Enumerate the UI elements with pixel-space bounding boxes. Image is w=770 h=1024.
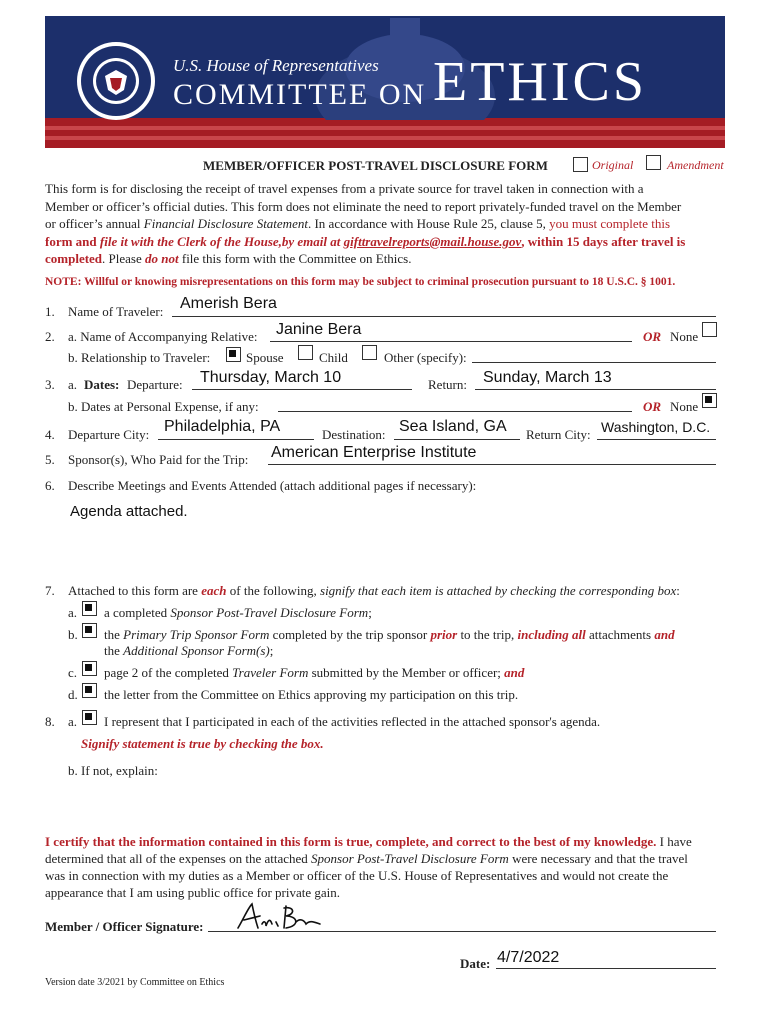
- text: Attached to this form are: [68, 583, 202, 598]
- q1-label: Name of Traveler:: [68, 304, 164, 319]
- note: NOTE: Willful or knowing misrepresentations on this form may be subject to criminal prosecution pursuant to 18 U.S.C. § 1001.: [45, 276, 676, 288]
- date-label: Date:: [460, 956, 491, 971]
- certify-line: [45, 850, 735, 867]
- departure-date-field[interactable]: Thursday, March 10: [200, 369, 342, 386]
- or-label: OR: [643, 399, 662, 414]
- return-line: [475, 389, 716, 390]
- text: I have: [656, 834, 692, 849]
- text: ;: [269, 643, 274, 658]
- return-date-field[interactable]: Sunday, March 13: [483, 369, 612, 386]
- ethics-letter-checkbox[interactable]: [82, 683, 97, 698]
- text: prior: [430, 627, 458, 642]
- q7-intro: [68, 583, 680, 599]
- signature-label: Member / Officer Signature:: [45, 919, 204, 934]
- child-checkbox[interactable]: [298, 345, 313, 360]
- text: :: [676, 583, 680, 598]
- text: . In accordance with House Rule 25, clause 5,: [307, 216, 550, 231]
- certify-line: [45, 833, 735, 850]
- text: I certify that the information contained in this form is true, complete, and correct to the best of my knowledge.: [45, 834, 657, 849]
- text: do not: [145, 251, 179, 266]
- q7d-letter: d.: [68, 687, 78, 702]
- sponsor-post-travel-checkbox[interactable]: [82, 601, 97, 616]
- q5-number: 5.: [45, 452, 55, 467]
- traveler-form-checkbox[interactable]: [82, 661, 97, 676]
- intro-line: This form is for disclosing the receipt of travel expenses from a private source for travel taken in connection with a: [45, 181, 644, 196]
- original-checkbox[interactable]: [573, 157, 588, 172]
- text: submitted by the Member or officer;: [308, 665, 505, 680]
- text: Traveler Form: [232, 665, 309, 680]
- text: Financial Disclosure Statement: [143, 216, 308, 231]
- q3a-letter: a.: [68, 377, 78, 392]
- q6-number: 6.: [45, 478, 55, 493]
- q4-number: 4.: [45, 427, 55, 442]
- certify-line: appearance that I am using public office for private gain.: [45, 885, 341, 900]
- return-label: Return:: [428, 377, 467, 392]
- text: . Please: [102, 251, 146, 266]
- text: ;: [368, 605, 372, 620]
- q1-line: [172, 316, 716, 317]
- q3b-label: b. Dates at Personal Expense, if any:: [68, 399, 259, 414]
- meetings-label: Describe Meetings and Events Attended (attach additional pages if necessary):: [68, 478, 477, 493]
- text: or officer’s annual: [45, 216, 144, 231]
- or-label: OR: [643, 329, 662, 344]
- dates-label: Dates:: [84, 377, 120, 392]
- text: Additional Sponsor Form(s): [123, 643, 270, 658]
- relative-none-checkbox[interactable]: [702, 322, 717, 337]
- certification-paragraph: [45, 833, 735, 901]
- departure-line: [192, 389, 412, 390]
- q8-number: 8.: [45, 714, 55, 729]
- banner-line3: ETHICS: [433, 51, 647, 113]
- text: Sponsor Post-Travel Disclosure Form: [311, 851, 509, 866]
- departure-label: Departure:: [127, 377, 183, 392]
- banner-line1: U.S. House of Representatives: [173, 56, 379, 75]
- banner-red-band: [45, 118, 725, 148]
- text: attachments: [585, 627, 655, 642]
- text: signify that each item is attached by checking the corresponding box: [320, 583, 677, 598]
- text: to the trip,: [457, 627, 518, 642]
- intro-line: [45, 233, 735, 251]
- q8a-text: I represent that I participated in each of the activities reflected in the attached sponsor's agenda.: [104, 714, 601, 729]
- none-label: None: [670, 399, 699, 414]
- version-footer: Version date 3/2021 by Committee on Ethics: [45, 977, 225, 988]
- text: of the following,: [226, 583, 321, 598]
- handwritten-signature[interactable]: [234, 900, 324, 934]
- q7c-text: [104, 665, 524, 681]
- other-line: [472, 362, 716, 363]
- destination-field[interactable]: Sea Island, GA: [399, 418, 507, 435]
- q3-number: 3.: [45, 377, 55, 392]
- none-label: None: [670, 329, 699, 344]
- text: the: [104, 643, 124, 658]
- sponsor-line: [268, 464, 716, 465]
- text: page 2 of the completed: [104, 665, 233, 680]
- spouse-checkbox[interactable]: [226, 347, 241, 362]
- text: file it with the Clerk of the House,by email at: [99, 233, 344, 249]
- child-label: Child: [319, 350, 348, 365]
- text: you must complete this: [549, 216, 671, 231]
- q2a-line: [270, 341, 632, 342]
- destination-line: [394, 439, 520, 440]
- q7-number: 7.: [45, 583, 55, 598]
- text: file this form with the Committee on Ethics.: [178, 251, 412, 266]
- text: each: [201, 583, 227, 598]
- signify-instruction: Signify statement is true by checking the box.: [81, 736, 324, 751]
- original-label: Original: [592, 158, 634, 172]
- q7c-letter: c.: [68, 665, 78, 680]
- header-banner: [45, 16, 725, 148]
- intro-line: [45, 250, 735, 268]
- personal-dates-line: [278, 411, 632, 412]
- q8b-label: b. If not, explain:: [68, 763, 158, 778]
- other-checkbox[interactable]: [362, 345, 377, 360]
- personal-dates-none-checkbox[interactable]: [702, 393, 717, 408]
- participation-checkbox[interactable]: [82, 710, 97, 725]
- other-label: Other (specify):: [384, 350, 467, 365]
- spouse-label: Spouse: [246, 350, 284, 365]
- intro-line: [45, 215, 735, 233]
- destination-label: Destination:: [322, 427, 386, 442]
- text: completed by the trip sponsor: [269, 627, 431, 642]
- sponsor-field[interactable]: American Enterprise Institute: [271, 444, 477, 461]
- intro-line: Member or officer’s official duties. This form does not eliminate the need to report privately-funded travel on the Member: [45, 198, 682, 214]
- relative-name-field[interactable]: Janine Bera: [276, 321, 362, 338]
- q7b-text-cont: [104, 643, 273, 659]
- banner-line2: COMMITTEE ON: [173, 78, 427, 111]
- text: Sponsor Post-Travel Disclosure Form: [170, 605, 369, 620]
- primary-sponsor-form-checkbox[interactable]: [82, 623, 97, 638]
- return-city-label: Return City:: [526, 427, 591, 442]
- departure-city-field[interactable]: Philadelphia, PA: [164, 418, 281, 435]
- q2b-label: b. Relationship to Traveler:: [68, 350, 211, 365]
- banner-stripe: [45, 136, 725, 140]
- date-field[interactable]: 4/7/2022: [497, 949, 560, 966]
- text: the: [104, 627, 124, 642]
- q7a-text: [104, 605, 372, 621]
- email-link[interactable]: gifttravelreports@mail.house.gov: [343, 233, 522, 249]
- q2a-label: a. Name of Accompanying Relative:: [68, 329, 258, 344]
- q7d-text: the letter from the Committee on Ethics approving my participation on this trip.: [104, 687, 519, 702]
- amendment-label: Amendment: [667, 158, 724, 172]
- q8a-letter: a.: [68, 714, 78, 729]
- house-seal-logo: [75, 40, 157, 122]
- text: and: [504, 665, 525, 680]
- q7a-letter: a.: [68, 605, 78, 620]
- intro-paragraph: [45, 180, 735, 268]
- q7b-text: [104, 627, 675, 643]
- text: were necessary and that the travel: [508, 851, 688, 866]
- text: , within 15 days after travel is: [521, 233, 686, 249]
- traveler-name-field[interactable]: Amerish Bera: [180, 295, 277, 312]
- date-line: [496, 968, 716, 969]
- meetings-field[interactable]: Agenda attached.: [70, 503, 188, 520]
- departure-city-line: [158, 439, 314, 440]
- departure-city-label: Departure City:: [68, 427, 150, 442]
- return-city-field[interactable]: Washington, D.C.: [601, 419, 711, 435]
- text: including all: [517, 627, 586, 642]
- return-city-line: [597, 439, 716, 440]
- text: and: [654, 627, 675, 642]
- q1-number: 1.: [45, 304, 55, 319]
- text: form and: [45, 233, 100, 249]
- text: determined that all of the expenses on the attached: [45, 851, 312, 866]
- sponsor-label: Sponsor(s), Who Paid for the Trip:: [68, 452, 249, 467]
- q7b-letter: b.: [68, 627, 78, 642]
- certify-line: was in connection with my duties as a Member or officer of the U.S. House of Representatives and would not create the: [45, 868, 669, 883]
- text: a completed: [104, 605, 171, 620]
- q2-number: 2.: [45, 329, 55, 344]
- text: completed: [45, 251, 103, 266]
- text: Primary Trip Sponsor Form: [123, 627, 270, 642]
- form-title: MEMBER/OFFICER POST-TRAVEL DISCLOSURE FORM: [203, 158, 548, 173]
- banner-stripe: [45, 126, 725, 130]
- amendment-checkbox[interactable]: [646, 155, 661, 170]
